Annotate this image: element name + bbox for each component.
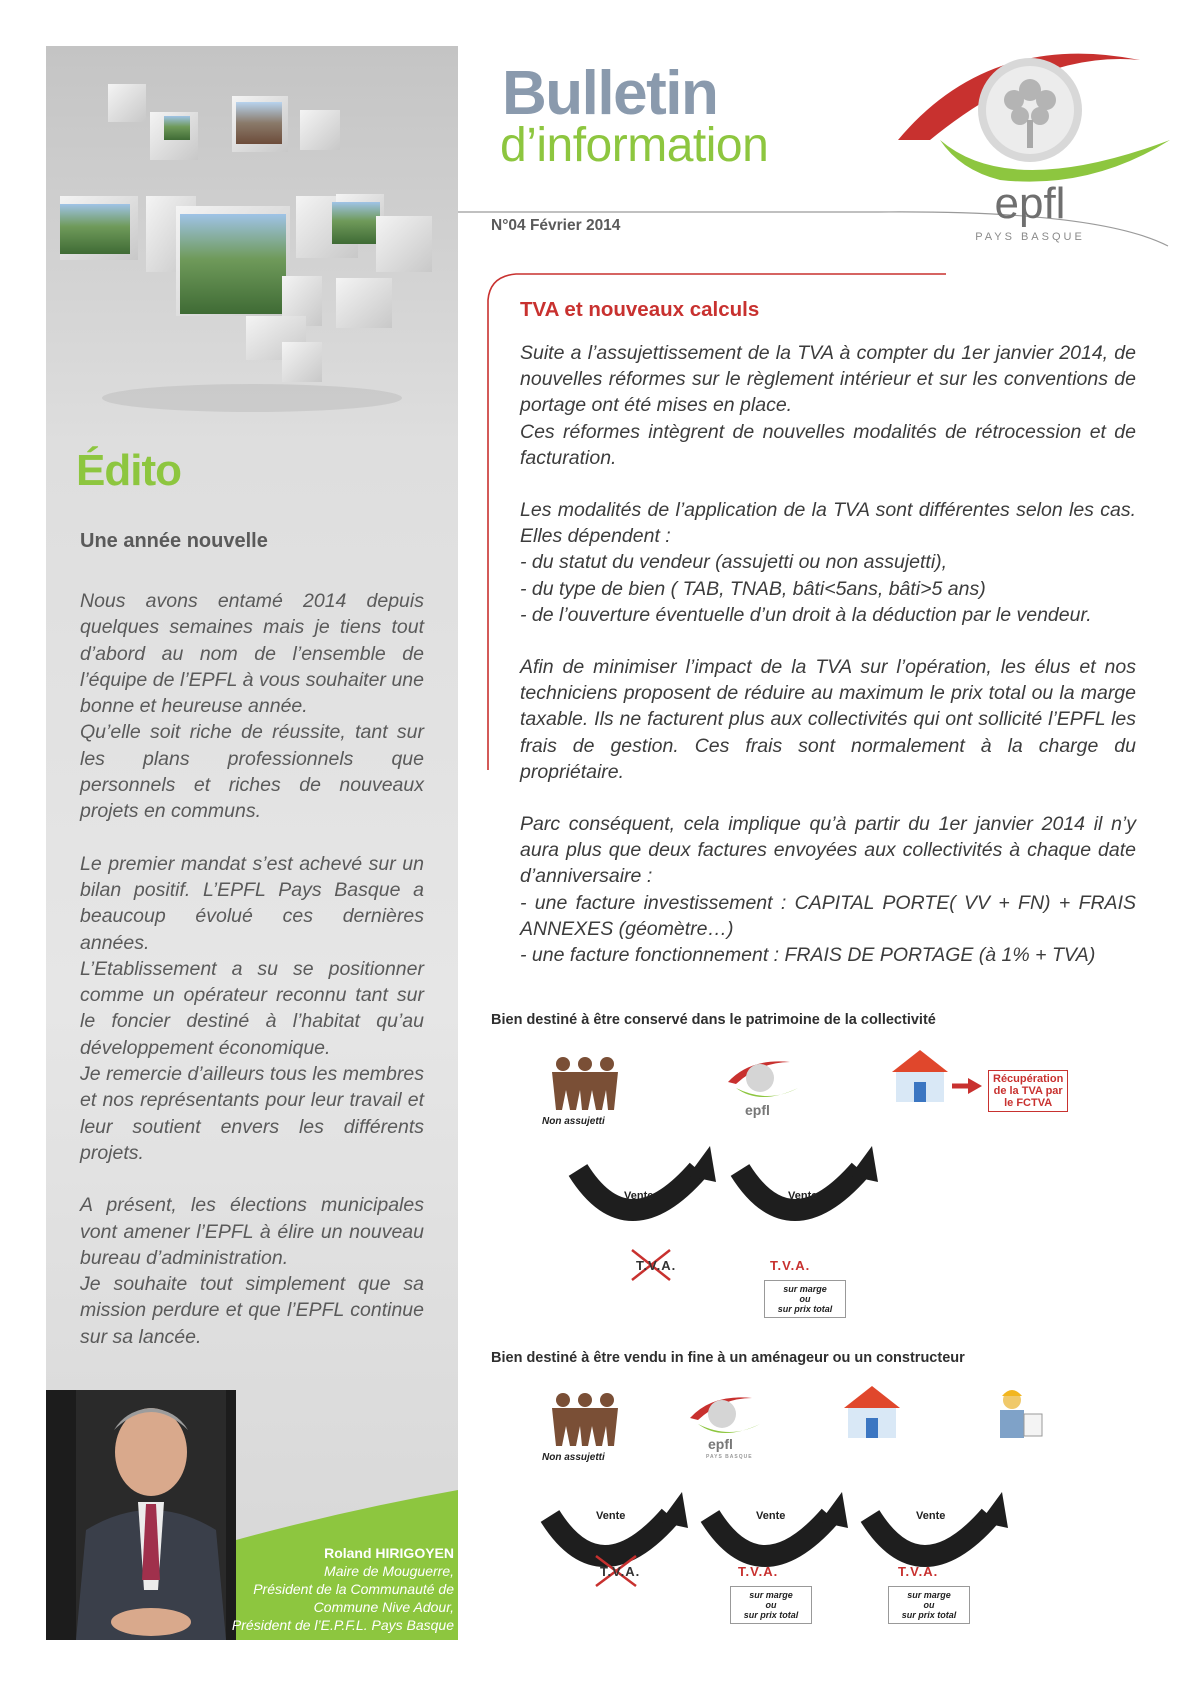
edito-paragraph: Le premier mandat s’est achevé sur un bilan positif. L’EPFL Pays Basque a beaucoup évolué ces dernières années. L’Etablissement a su se positionner comme un opérateur reconnu tant sur le foncier destiné à l’habitat qu’au développement économique. Je remercie d’ailleurs tous les membres et nos représentants pour leur travail et leur soutient envers les différents projets.	[80, 852, 424, 1164]
house-icon	[892, 1050, 948, 1102]
tva-label: T.V.A.	[738, 1564, 779, 1579]
people-icon	[552, 1057, 618, 1110]
sale-label: Vente	[788, 1190, 818, 1202]
epfl-mini-logo	[728, 1061, 798, 1097]
article-body	[520, 340, 1136, 968]
tva-note: sur marge ou sur prix total	[730, 1586, 812, 1624]
diagram1-title: Bien destiné à être conservé dans le patrimoine de la collectivité	[491, 1012, 936, 1028]
epfl-sublabel: PAYS BASQUE	[706, 1454, 753, 1460]
logo-subtext: PAYS BASQUE	[975, 231, 1085, 243]
signature-role: Président de l’E.P.F.L. Pays Basque	[231, 1617, 454, 1633]
tva-crossed: T.V.A.	[600, 1564, 641, 1579]
edito-column	[46, 46, 458, 1640]
signature-role: Maire de Mouguerre,	[324, 1563, 454, 1579]
diagram2	[540, 1386, 1140, 1626]
article-paragraph: Les modalités de l’application de la TVA sont différentes selon les cas. Elles dépendent :	[520, 499, 1136, 548]
article-paragraph: Parc conséquent, cela implique qu’à partir du 1er janvier 2014 il n’y aura plus que deux factures envoyées aux collectivités à chaque date d’anniversaire :	[520, 813, 1136, 888]
article-bullet: - du type de bien ( TAB, TNAB, bâti<5ans, bâti>5 ans)	[520, 577, 986, 600]
tva-crossed: T.V.A.	[636, 1258, 677, 1273]
bulletin-title: Bulletin	[502, 59, 718, 128]
sale-label: Vente	[756, 1510, 786, 1522]
builder-icon	[1000, 1390, 1042, 1438]
sale-label: Vente	[596, 1510, 626, 1522]
article-bullet: - une facture investissement : CAPITAL PORTE( VV + FN) + FRAIS ANNEXES (géomètre…)	[520, 891, 1136, 940]
epfl-logo	[890, 40, 1170, 280]
epfl-label: epfl	[745, 1102, 770, 1118]
signature-role: Président de la Communauté de	[253, 1581, 454, 1597]
logo-text: epfl	[994, 179, 1066, 228]
tva-label: T.V.A.	[898, 1564, 939, 1579]
epfl-label: epfl	[708, 1436, 733, 1452]
diagram1	[540, 1050, 1140, 1314]
epfl-mini-logo	[690, 1397, 760, 1433]
article-bullet: - du statut du vendeur (assujetti ou non assujetti),	[520, 551, 948, 574]
seller-label: Non assujetti	[542, 1116, 605, 1127]
article-paragraph: Afin de minimiser l’impact de la TVA sur l’opération, les élus et nos techniciens proposent de réduire au maximum le prix total ou la marge taxable. Ils ne facturent plus aux collectivités qui ont sollicité l’EPFL les frais de gestion. Ces frais sont normalement à la charge du propriétaire.	[520, 656, 1136, 783]
tva-note: sur marge ou sur prix total	[764, 1280, 846, 1318]
edito-subtitle: Une année nouvelle	[80, 530, 268, 552]
recovery-box: Récupération de la TVA par le FCTVA	[988, 1070, 1068, 1112]
tva-note: sur marge ou sur prix total	[888, 1586, 970, 1624]
house-icon	[844, 1386, 900, 1438]
seller-label: Non assujetti	[542, 1452, 605, 1463]
edito-body	[80, 588, 424, 1350]
article-bullet: - une facture fonctionnement : FRAIS DE PORTAGE (à 1% + TVA)	[520, 944, 1096, 967]
floating-cubes-illustration	[46, 46, 458, 446]
bulletin-subtitle: d’information	[500, 119, 769, 172]
edito-paragraph: A présent, les élections municipales vont amener l’EPFL à élire un nouveau bureau d’administration. Je souhaite tout simplement que sa mission perdure et que l’EPFL continue sur sa lancée.	[80, 1194, 424, 1348]
article-paragraph: Suite a l’assujettissement de la TVA à compter du 1er janvier 2014, de nouvelles réformes sur le règlement intérieur et sur les conventions de portage ont été mises en place.	[520, 342, 1136, 417]
article-paragraph: Ces réformes intègrent de nouvelles modalités de rétrocession et de facturation.	[520, 420, 1136, 469]
tva-label: T.V.A.	[770, 1258, 811, 1273]
sale-label: Vente	[916, 1510, 946, 1522]
diagram2-title: Bien destiné à être vendu in fine à un aménageur ou un constructeur	[491, 1350, 965, 1366]
people-icon	[552, 1393, 618, 1446]
edito-title: Édito	[76, 446, 181, 495]
sale-label: Vente	[624, 1190, 654, 1202]
signature-role: Commune Nive Adour,	[313, 1599, 454, 1615]
article-bullet: - de l’ouverture éventuelle d’un droit à la déduction par le vendeur.	[520, 603, 1092, 626]
article-title: TVA et nouveaux calculs	[520, 298, 760, 321]
signature-name: Roland HIRIGOYEN	[324, 1545, 454, 1561]
issue-number: N°04 Février 2014	[491, 217, 621, 234]
edito-paragraph: Nous avons entamé 2014 depuis quelques semaines mais je tiens tout d’abord au nom de l’ensemble de l’équipe de l’EPFL à vous souhaiter une bonne et heureuse année. Qu’elle soit riche de réussite, tant sur les plans professionnels que personnels et riches de nouveaux projets en communs.	[80, 590, 424, 823]
diagram2-graphics	[540, 1386, 1140, 1626]
signature	[214, 1544, 454, 1634]
